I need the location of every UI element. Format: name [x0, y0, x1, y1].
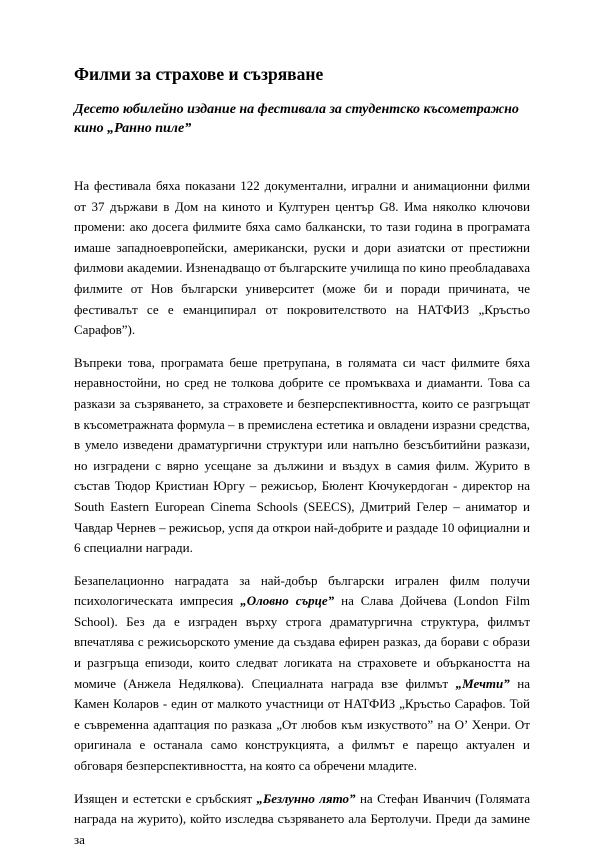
- paragraph-text: на Слава Дойчева (London Film School). Без да е изграден върху строга драматургична структура, филмът впечатлява с режисьорското умение да създава ефирен разказ, да борави с образи и разгръща епизоди, които следват логиката на страховете и объркаността на момиче (Анжела Недялкова). Специалната награда взе филмът: [74, 593, 530, 691]
- film-title-emphasis: „Мечти”: [455, 675, 510, 691]
- document-page: [74, 62, 530, 862]
- paragraph: [74, 789, 530, 851]
- paragraph: [74, 571, 530, 777]
- article-subtitle: Десето юбилейно издание на фестивала за студентско късометражно кино „Ранно пиле”: [74, 102, 519, 136]
- paragraph-text: Въпреки това, програмата беше претрупана, в голямата си част филмите бяха неравностойни, но сред не толкова добрите се промъкваха и диаманти. Това са разкази за съзряването, за страховете и безперспективността, които се разгръщат в късометражната формула – в премислена естетика и овладени изразни средства, в умело изведени драматургични структури или напълно безсъбитийни разкази, но изградени с вярно усещане за дължини и въздух в самия филм. Журито в състав Тюдор Кристиан Юргу – режисьор, Бюлент Кючукердоган - директор на South Eastern European Cinema Schools (SEECS), Дмитрий Гелер – аниматор и Чавдар Чернев – режисьор, успя да открои най-добрите и раздаде 10 официални и 6 специални награди.: [74, 354, 530, 556]
- paragraph-text: Изящен и естетски е сръбският: [74, 790, 257, 806]
- article-title: Филми за страхове и съзряване: [74, 64, 324, 84]
- paragraph: [74, 353, 530, 559]
- paragraph: [74, 176, 530, 341]
- film-title-emphasis: „Оловно сърце”: [240, 593, 335, 609]
- paragraph-text: На фестивала бяха показани 122 документални, игрални и анимационни филми от 37 държави в Дом на киното и Културен център G8. Има няколко ключови промени: ако досега филмите бяха само балкански, то тази година в програмата имаше западноевропейски, американски, руски и дори азиатски от престижни филмови академии. Изненадващо от българските училища по кино преобладаваха филмите от Нов български университет (може би и поради причината, че фестивалът се е еманципирал от покровителството на НАТФИЗ „Кръстьо Сарафов”).: [74, 178, 530, 338]
- paragraph-text: на Камен Коларов - един от малкото участници от НАТФИЗ „Кръстьо Сарафов. Той е съвременна адаптация по разказа „От любов към изкуството” на О’ Хенри. От оригинала е останала само конструкцията, а филмът е парещо актуален и обговаря безперспективността, на която са обречени младите.: [74, 675, 530, 774]
- film-title-emphasis: „Безлунно лято”: [256, 790, 356, 806]
- article-body: [74, 176, 530, 850]
- paragraph-text: Безапелационно наградата за най-добър български игрален филм получи психологическата импресия: [74, 572, 530, 609]
- paragraph-text: на Стефан Иванчич (Голямата награда на журито), който изследва съзряването ала Бертолучи. Преди да замине за: [74, 790, 530, 847]
